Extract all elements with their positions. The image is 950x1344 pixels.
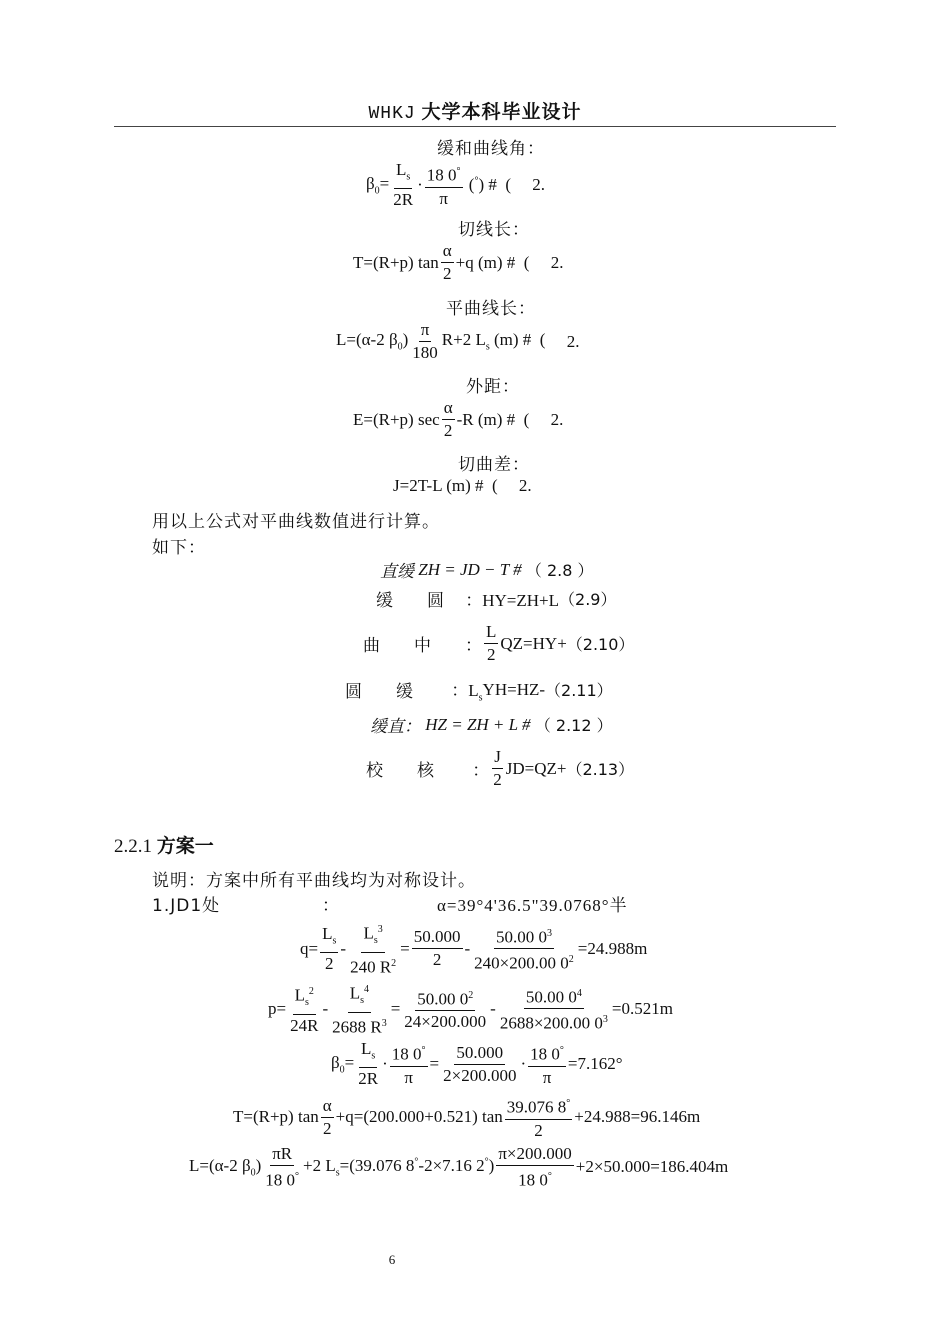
p-calculation: p= $\frac{L_s^2}{24R}$ - $\frac{L_s^4}{2688 R^3}$ = $\frac{50.00 0^2}{24\times 200.000}$ - $\frac{50.00 0^4}{2688\times 200.00 0^3}$ =0.521m <box>268 980 673 1038</box>
qz-formula: 曲 中 ： $\frac{L}{2}$ QZ=HY+ （2.10） <box>363 622 635 664</box>
zh-ref: （ 2.8 ） <box>525 561 594 580</box>
section-number: 2.2.1 <box>114 836 152 857</box>
zh-label: 直缓 <box>380 562 414 582</box>
beta-result: =7.162° <box>567 1054 623 1074</box>
qz-expr: QZ=HY+ <box>500 633 567 653</box>
jd-check-formula: 校 核 ： $\frac{J}{2}$ JD=QZ+ （2.13） <box>366 747 635 789</box>
page-header-title <box>0 97 950 124</box>
beta-formula: $\beta_0=$ $\frac{L_s}{2R}$ · $\frac{18 0^\circ}{\pi}$ (°) # ( 2. <box>366 160 552 210</box>
hy-formula <box>376 586 616 611</box>
intro-line-1: 用以上公式对平曲线数值进行计算。 <box>152 512 440 532</box>
jd1-line <box>152 891 220 916</box>
beta-label: 缓和曲线角： <box>437 139 545 159</box>
section-heading <box>114 831 214 858</box>
zh-formula <box>380 557 594 582</box>
intro-line-2: 如下： <box>152 538 206 558</box>
jd-check-label: 校 核 <box>366 761 434 781</box>
jd-check-expr: JD=QZ+ <box>505 758 567 778</box>
hz-expr: HZ = ZH + L # <box>425 714 531 734</box>
q-calculation: q= $\frac{L_s}{2}$ - $\frac{L_s^3}{240 R^2}$ = $\frac{50.000}{2}$ - $\frac{50.00 0^3}{240\times 200.00 0^2}$ =24.988m <box>300 920 647 978</box>
jd1-alpha: α=39°4'36.5"39.0768°半 <box>437 896 628 915</box>
t-result: +24.988=96.146m <box>574 1107 701 1127</box>
curve-length-label: 平曲线长： <box>446 299 536 319</box>
header-title-cjk: 大学本科毕业设计 <box>421 101 582 123</box>
curve-length-ref: 2. <box>566 331 580 351</box>
curve-length-formula: L=(α-2 $\beta_0$) $\frac{\pi}{180}$ R+2 $L_s$ (m) # ( 2. <box>336 320 580 362</box>
header-rule <box>114 126 836 127</box>
header-title-latin: WHKJ <box>368 104 416 124</box>
tangent-label: 切线长： <box>458 220 530 240</box>
hz-label: 缓直： <box>370 717 421 737</box>
hy-label: 缓 圆 <box>376 591 444 611</box>
hz-formula <box>370 712 613 737</box>
zh-expr: ZH = JD − T # <box>418 559 522 579</box>
yh-label: 圆 缓 <box>345 682 413 703</box>
hz-ref: （ 2.12 ） <box>534 716 613 735</box>
page-number: 6 <box>388 1252 396 1267</box>
section-note: 说明：方案中所有平曲线均为对称设计。 <box>152 871 476 891</box>
difference-label: 切曲差： <box>458 455 530 475</box>
yh-ref: （2.11） <box>545 681 613 701</box>
beta-calculation: $\beta_0=$ $\frac{L_s}{2R}$ · $\frac{18 0^\circ}{\pi}$ = $\frac{50.000}{2\times 200.000}$ · $\frac{18 0^\circ}{\pi}$ =7.162° <box>331 1039 623 1089</box>
external-distance-label: 外距： <box>466 377 520 397</box>
external-distance-ref: 2. <box>550 409 564 429</box>
q-result: =24.988m <box>577 938 648 958</box>
qz-label: 曲 中 <box>363 636 431 656</box>
qz-ref: （2.10） <box>566 635 635 654</box>
yh-expr: YH=HZ- <box>482 679 546 699</box>
jd-check-ref: （2.13） <box>566 760 635 779</box>
beta-ref: 2. <box>532 175 546 195</box>
tangent-ref: 2. <box>550 252 564 272</box>
t-calculation: T=(R+p) tan $\frac{\alpha}{2}$ +q=(200.000+0.521) tan $\frac{39.076 8^\circ}{2}$ +24.988=96.146m <box>233 1095 701 1140</box>
l-calculation: L=(α-2 $\beta_0$) $\frac{\pi R}{18 0^\circ}$ +2 $L_s=(39.076$ 8°-2×7.16 2°) $\frac{\pi\times 200.000}{18 0^\circ}$ +2×50.000=186.404m <box>189 1144 729 1190</box>
hy-expr: ：HY=ZH+L <box>465 591 560 610</box>
difference-formula: J=2T-L (m) # ( 2. <box>393 476 532 495</box>
external-distance-formula: E=(R+p) sec $\frac{\alpha}{2}$ -R (m) # ( 2. <box>353 398 564 440</box>
tangent-formula: T=(R+p) tan $\frac{\alpha}{2}$ +q (m) # ( 2. <box>353 241 564 283</box>
p-result: =0.521m <box>611 998 673 1018</box>
l-result: +2×50.000=186.404m <box>575 1157 729 1177</box>
jd1-colon: ： <box>322 896 340 915</box>
jd1-label: 1.JD1处 <box>152 896 221 916</box>
hy-ref: （2.9） <box>559 590 617 609</box>
section-title: 方案一 <box>156 835 214 857</box>
yh-formula: 圆 缓 ：$L_s$ YH=HZ- （2.11） <box>345 676 613 703</box>
difference-ref: 2. <box>518 476 532 495</box>
